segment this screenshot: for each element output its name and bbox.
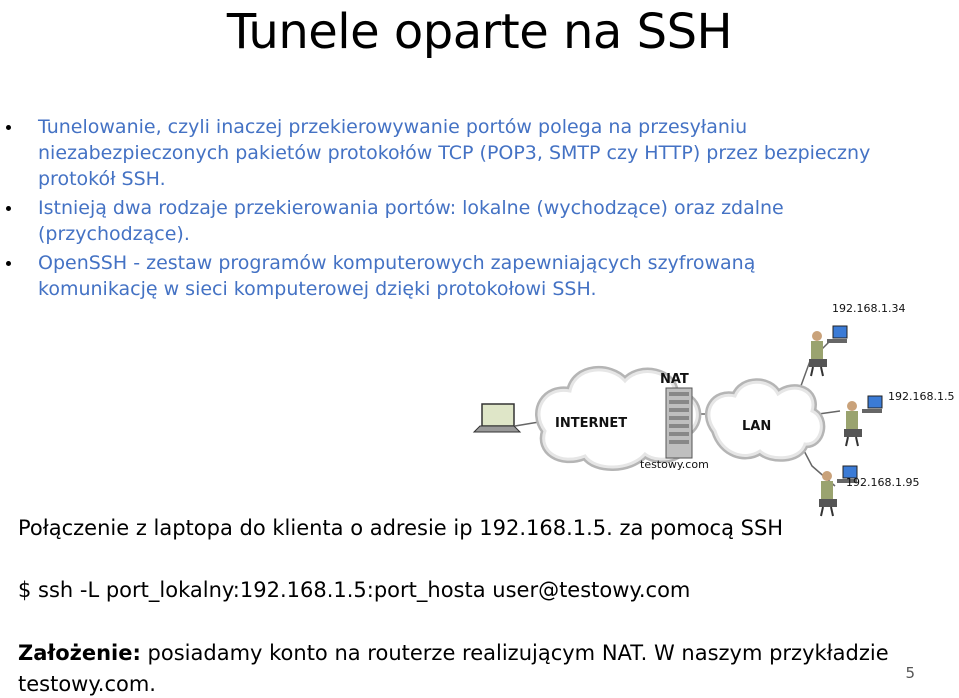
ip-label: 192.168.1.34	[832, 302, 906, 315]
ip-label: 192.168.1.95	[846, 476, 920, 489]
workstation-user-icon	[819, 466, 857, 516]
workstation-user-icon	[844, 396, 882, 446]
workstation-user-icon	[809, 326, 847, 376]
bullet-dot-icon	[6, 261, 11, 266]
bullet-text: OpenSSH - zestaw programów komputerowych zapewniających szyfrowaną komunikację w sieci komputerowej dzięki protokołowi SSH.	[38, 252, 756, 300]
slide-title: Tunele oparte na SSH	[226, 4, 733, 60]
assumption-label: Założenie:	[18, 641, 141, 665]
connection-text: Połączenie z laptopa do klienta o adresie ip 192.168.1.5. za pomocą SSH	[18, 516, 784, 540]
network-diagram	[460, 296, 959, 526]
laptop-icon	[474, 404, 520, 432]
bullet-dot-icon	[6, 206, 11, 211]
nat-server-icon	[666, 388, 692, 458]
bullet-item	[6, 250, 868, 302]
bullet-item	[6, 195, 886, 247]
page-number: 5	[905, 664, 915, 682]
ip-label: 192.168.1.5	[888, 390, 955, 403]
nat-label: NAT	[660, 372, 689, 387]
domain-label: testowy.com	[640, 458, 709, 471]
bullet-dot-icon	[6, 125, 11, 130]
internet-label: INTERNET	[555, 416, 628, 431]
bullet-list	[6, 114, 886, 305]
assumption-text-continued: testowy.com.	[18, 672, 156, 696]
bullet-item	[6, 114, 886, 192]
assumption-line	[18, 641, 889, 665]
ssh-command-text: $ ssh -L port_lokalny:192.168.1.5:port_hosta user@testowy.com	[18, 578, 691, 602]
bullet-text: Tunelowanie, czyli inaczej przekierowywanie portów polega na przesyłaniu niezabezpieczonych pakietów protokołów TCP (POP3, SMTP czy HTTP) przez bezpieczny protokół SSH.	[38, 116, 871, 190]
lan-label: LAN	[742, 419, 772, 434]
bullet-text: Istnieją dwa rodzaje przekierowania portów: lokalne (wychodzące) oraz zdalne (przychodzące).	[38, 197, 784, 245]
assumption-text: posiadamy konto na routerze realizującym NAT. W naszym przykładzie	[140, 641, 889, 665]
